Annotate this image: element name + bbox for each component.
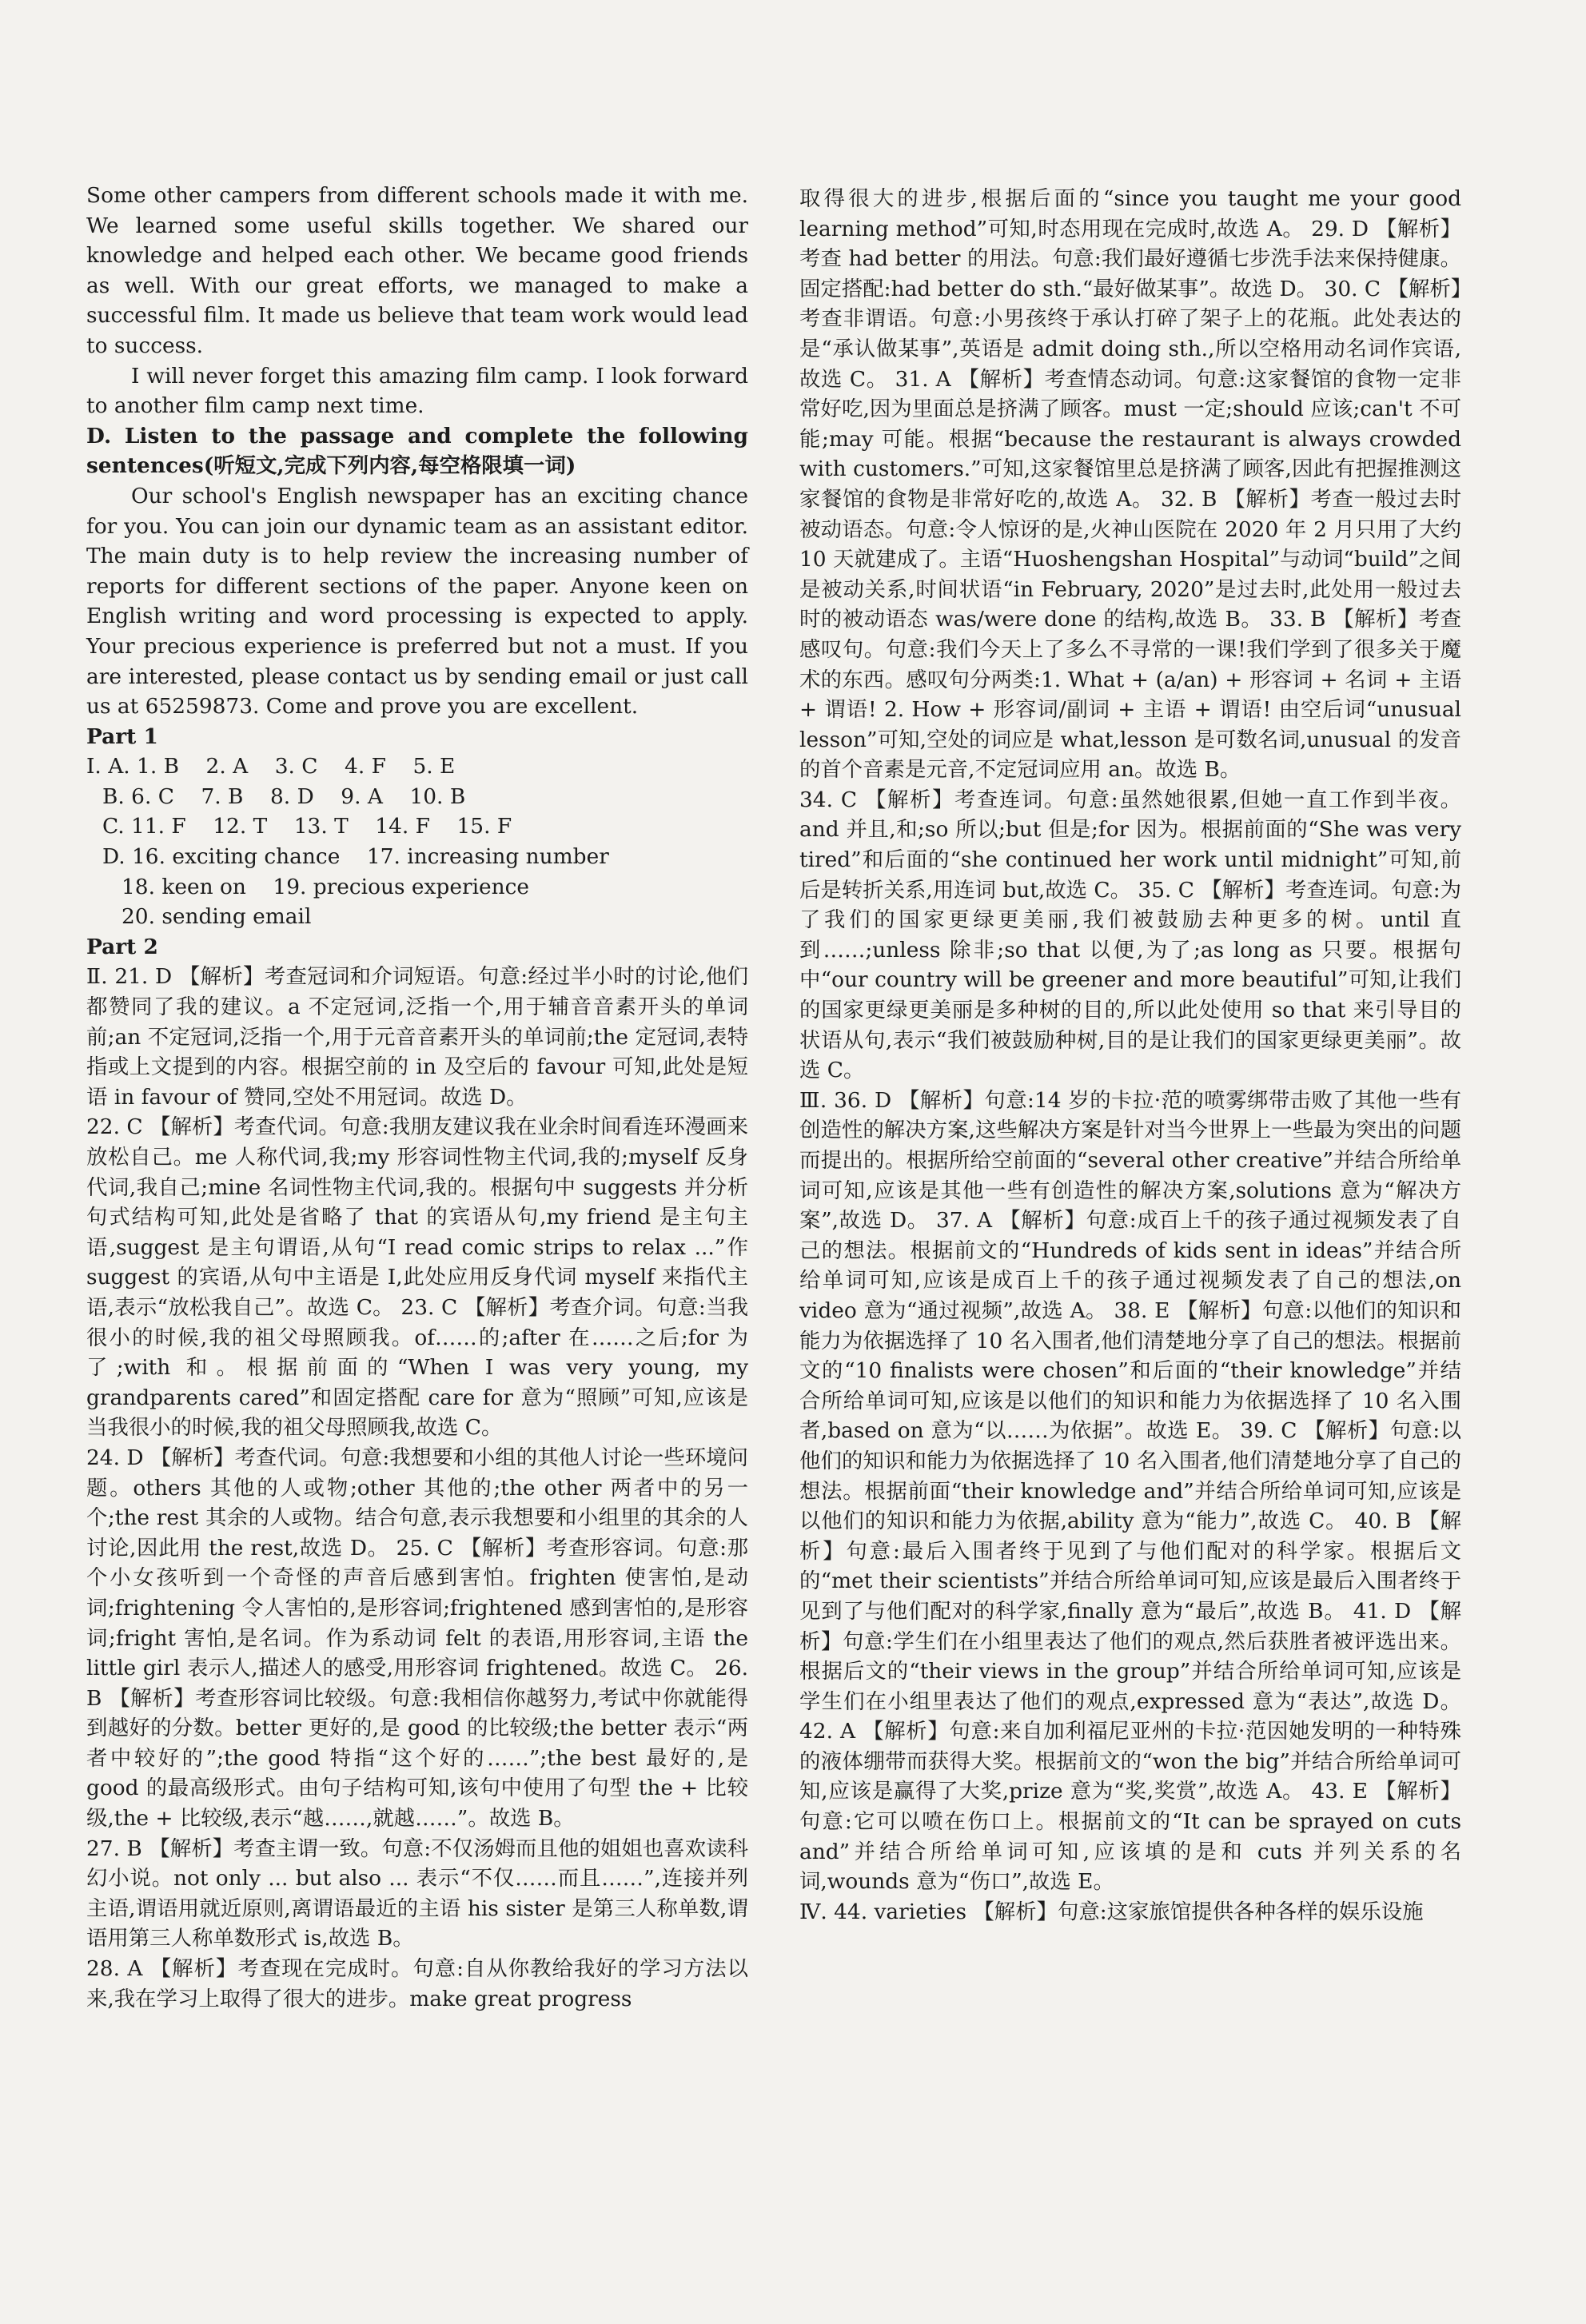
answer-row: B. 6. C 7. B 8. D 9. A 10. B — [102, 783, 466, 809]
answer-row: 18. keen on 19. precious experience — [122, 874, 530, 899]
section-d-heading: D. Listen to the passage and complete the following sentences(听短文,完成下列内容,每空格限填一词) — [86, 423, 748, 479]
right-column — [799, 184, 1461, 1927]
passage-close: I will never forget this amazing film camp. I look forward to another film camp next time. — [86, 363, 748, 419]
explanations-left: Ⅱ. 21. D 【解析】考查冠词和介词短语。句意:经过半小时的讨论,他们都赞同了我的建议。a 不定冠词,泛指一个,用于辅音音素开头的单词前;an 不定冠词,泛指一个,用于元音音素开头的单词前;the 定冠词,表特指或上文提到的内容。根据空前的 in 及空后的 favour 可知,此处是短语 in favour of 赞同,空处不用冠词。故选 D。 22. C 【解析】考查代词。句意:我朋友建议我在业余时间看连环漫画来放松自己。me 人称代词,我;my 形容词性物主代词,我的;myself 反身代词,我自己;mine 名词性物主代词,我的。根据句中 suggests 并分析句式结构可知,此处是省略了 that 的宾语从句,my friend 是主句主语,suggest 是主句谓语,从句“I read comic strips to relax ...”作 suggest 的宾语,从句中主语是 I,此处应用反身代词 myself 来指代主语,表示“放松我自己”。故选 C。 23. C 【解析】考查介词。句意:当我很小的时候,我的祖父母照顾我。of……的;after 在……之后;for 为了;with 和。根据前面的“When I was very young, my grandparents cared”和固定搭配 care for 意为“照顾”可知,应该是当我很小的时候,我的祖父母照顾我,故选 C。 24. D 【解析】考查代词。句意:我想要和小组的其他人讨论一些环境问题。others 其他的人或物;other 其他的;the other 两者中的另一个;the rest 其余的人或物。结合句意,表示我想要和小组里的其余的人讨论,因此用 the rest,故选 D。 25. C 【解析】考查形容词。句意:那个小女孩听到一个奇怪的声音后感到害怕。frighten 使害怕,是动词;frightening 令人害怕的,是形容词;frightened 感到害怕的,是形容词;fright 害怕,是名词。作为系动词 felt 的表语,用形容词,主语 the little girl 表示人,描述人的感受,用形容词 frightened。故选 C。 26. B 【解析】考查形容词比较级。句意:我相信你越努力,考试中你就能得到越好的分数。better 更好的,是 good 的比较级;the better 表示“两者中较好的”;the good 特指“这个好的……”;the best 最好的,是 good 的最高级形式。由句子结构可知,该句中使用了句型 the + 比较级,the + 比较级,表示“越……,就越……”。故选 B。 27. B 【解析】考查主谓一致。句意:不仅汤姆而且他的姐姐也喜欢读科幻小说。not only ... but also ... 表示“不仅……而且……”,连接并列主语,谓语用就近原则,离谓语最近的主语 his sister 是第三人称单数,谓语用第三人称单数形式 is,故选 B。 28. A 【解析】考查现在完成时。句意:自从你教给我好的学习方法以来,我在学习上取得了很大的进步。make great progress — [86, 964, 748, 2011]
answer-row: 20. sending email — [122, 904, 312, 930]
answer-row: C. 11. F 12. T 13. T 14. F 15. F — [102, 814, 512, 839]
answer-row: D. 16. exciting chance 17. increasing number — [102, 844, 609, 870]
answer-row: Ⅰ. A. 1. B 2. A 3. C 4. F 5. E — [86, 754, 456, 779]
part2-label: Part 2 — [86, 934, 158, 959]
passage-end: Some other campers from different schools made it with me. We learned some useful skills together. We shared our knowledge and helped each other. We became good friends as well. With our great efforts, we managed to make a successful film. It made us believe that team work would lead to success. — [86, 183, 748, 358]
part1-label: Part 1 — [86, 724, 158, 749]
left-column — [86, 181, 748, 2014]
explanations-right: 取得很大的进步,根据后面的“since you taught me your good learning method”可知,时态用现在完成时,故选 A。 29. D 【解析】考查 had better 的用法。句意:我们最好遵循七步洗手法来保持健康。固定搭配:had better do sth.“最好做某事”。故选 D。 30. C 【解析】考查非谓语。句意:小男孩终于承认打碎了架子上的花瓶。此处表达的是“承认做某事”,英语是 admit doing sth.,所以空格用动名词作宾语,故选 C。 31. A 【解析】考查情态动词。句意:这家餐馆的食物一定非常好吃,因为里面总是挤满了顾客。must 一定;should 应该;can't 不可能;may 可能。根据“because the restaurant is always crowded with customers.”可知,这家餐馆里总是挤满了顾客,因此有把握推测这家餐馆的食物是非常好吃的,故选 A。 32. B 【解析】考查一般过去时被动语态。句意:令人惊讶的是,火神山医院在 2020 年 2 月只用了大约 10 天就建成了。主语“Huoshengshan Hospital”与动词“build”之间是被动关系,时间状语“in February, 2020”是过去时,此处用一般过去时的被动语态 was/were done 的结构,故选 B。 33. B 【解析】考查感叹句。句意:我们今天上了多么不寻常的一课!我们学到了很多关于魔术的东西。感叹句分两类:1. What + (a/an) + 形容词 + 名词 + 主语 + 谓语! 2. How + 形容词/副词 + 主语 + 谓语! 由空后词“unusual lesson”可知,空处的词应是 what,lesson 是可数名词,unusual 的发音的首个音素是元音,不定冠词应用 an。故选 B。 34. C 【解析】考查连词。句意:虽然她很累,但她一直工作到半夜。and 并且,和;so 所以;but 但是;for 因为。根据前面的“She was very tired”和后面的“she continued her work until midnight”可知,前后是转折关系,用连词 but,故选 C。 35. C 【解析】考查连词。句意:为了我们的国家更绿更美丽,我们被鼓励去种更多的树。until 直到……;unless 除非;so that 以便,为了;as long as 只要。根据句中“our country will be greener and more beautiful”可知,让我们的国家更绿更美丽是多种树的目的,所以此处使用 so that 来引导目的状语从句,表示“我们被鼓励种树,目的是让我们的国家更绿更美丽”。故选 C。 Ⅲ. 36. D 【解析】句意:14 岁的卡拉·范的喷雾绑带击败了其他一些有创造性的解决方案,这些解决方案是针对当今世界上一些最为突出的问题而提出的。根据所给空前面的“several other creative”并结合所给单词可知,应该是其他一些有创造性的解决方案,solutions 意为“解决方案”,故选 D。 37. A 【解析】句意:成百上千的孩子通过视频发表了自己的想法。根据前文的“Hundreds of kids sent in ideas”并结合所给单词可知,应该是成百上千的孩子通过视频发表了自己的想法,on video 意为“通过视频”,故选 A。 38. E 【解析】句意:以他们的知识和能力为依据选择了 10 名入围者,他们清楚地分享了自己的想法。根据前文的“10 finalists were chosen”和后面的“their knowledge”并结合所给单词可知,应该是以他们的知识和能力为依据选择了 10 名入围者,based on 意为“以……为依据”。故选 E。 39. C 【解析】句意:以他们的知识和能力为依据选择了 10 名入围者,他们清楚地分享了自己的想法。根据前面“their knowledge and”并结合所给单词可知,应该是以他们的知识和能力为依据,ability 意为“能力”,故选 C。 40. B 【解析】句意:最后入围者终于见到了与他们配对的科学家。根据后文的“met their scientists”并结合所给单词可知,应该是最后入围者终于见到了与他们配对的科学家,finally 意为“最后”,故选 B。 41. D 【解析】句意:学生们在小组里表达了他们的观点,然后获胜者被评选出来。根据后文的“their views in the group”并结合所给单词可知,应该是学生们在小组里表达了他们的观点,expressed 意为“表达”,故选 D。 42. A 【解析】句意:来自加利福尼亚州的卡拉·范因她发明的一种特殊的液体绷带而获得大奖。根据前文的“won the big”并结合所给单词可知,应该是赢得了大奖,prize 意为“奖,奖赏”,故选 A。 43. E 【解析】句意:它可以喷在伤口上。根据前文的“It can be sprayed on cuts and”并结合所给单词可知,应该填的是和 cuts 并列关系的名词,wounds 意为“伤口”,故选 E。 Ⅳ. 44. varieties 【解析】句意:这家旅馆提供各种各样的娱乐设施 — [799, 186, 1461, 1924]
section-d-passage: Our school's English newspaper has an exciting chance for you. You can join our dynamic team as an assistant editor. The main duty is to help review the increasing number of reports for different sections of the paper. Anyone keen on English writing and word processing is expected to apply. Your precious experience is preferred but not a must. If you are interested, please contact us by sending email or just call us at 65259873. Come and prove you are excellent. — [86, 483, 748, 720]
